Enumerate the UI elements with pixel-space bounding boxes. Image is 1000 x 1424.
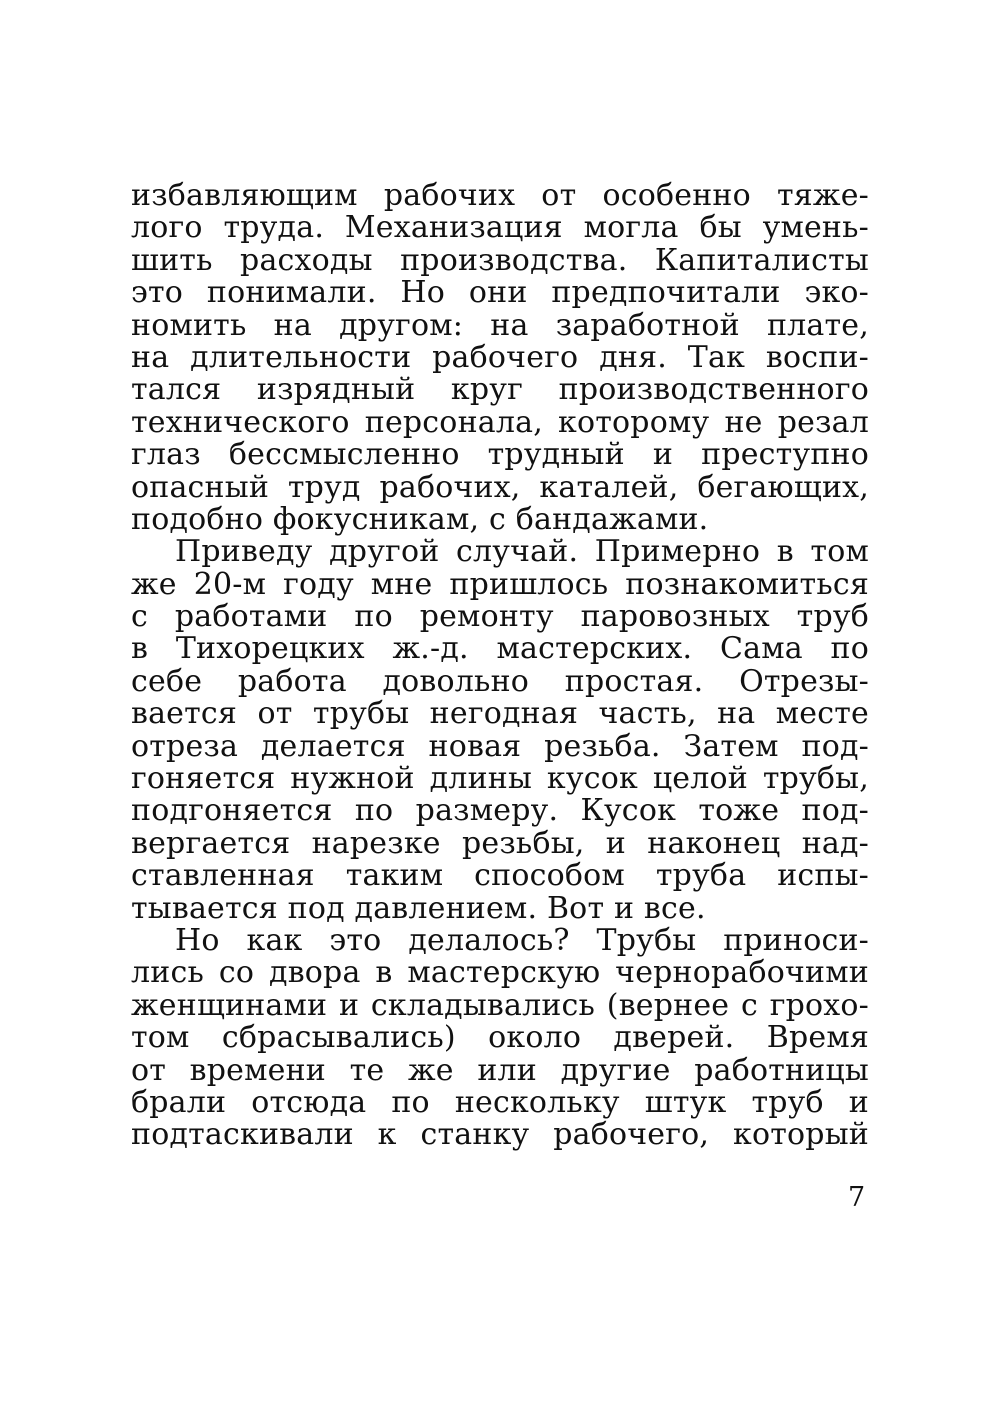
text-line: тывается под давлением. Вот и все. <box>131 890 706 926</box>
text-line: вается от трубы негодная часть, на месте <box>131 696 869 732</box>
text-line: на длительности рабочего дня. Так воспи- <box>131 339 869 375</box>
text-line: лого труда. Механизация могла бы умень- <box>131 210 869 246</box>
text-line: отреза делается новая резьба. Затем под- <box>131 728 869 764</box>
text-line: тался изрядный круг производственного <box>131 372 869 408</box>
text-line: брали отсюда по нескольку штук труб и <box>131 1084 869 1120</box>
paragraph-start-line: Приведу другой случай. Примерно в том <box>175 534 869 570</box>
text-line: подобно фокусникам, с бандажами. <box>131 501 709 537</box>
text-line: вергается нарезке резьбы, и наконец над- <box>131 825 869 861</box>
text-line: опасный труд рабочих, каталей, бегающих, <box>131 469 869 505</box>
text-line: это понимали. Но они предпочитали эко- <box>131 275 869 311</box>
text-line: гоняется нужной длины кусок целой трубы, <box>131 761 869 797</box>
text-line: ставленная таким способом труба испы- <box>131 858 869 894</box>
text-line: в Тихорецких ж.-д. мастерских. Сама по <box>131 631 869 667</box>
text-line: подтаскивали к станку рабочего, который <box>131 1117 869 1153</box>
text-line: шить расходы производства. Капиталисты <box>131 242 869 278</box>
text-line: технического персонала, которому не резал <box>131 404 869 440</box>
text-line: избавляющим рабочих от особенно тяже- <box>131 178 869 213</box>
text-line: номить на другом: на заработной плате, <box>131 307 869 343</box>
text-line: подгоняется по размеру. Кусок тоже под- <box>131 793 869 829</box>
text-line: с работами по ремонту паровозных труб <box>131 599 869 635</box>
text-line: женщинами и складывались (вернее с грохо- <box>131 987 869 1023</box>
text-line: том сбрасывались) около дверей. Время <box>131 1020 869 1056</box>
text-line: же 20-м году мне пришлось познакомиться <box>131 566 869 602</box>
text-line: глаз бессмысленно трудный и преступно <box>131 437 869 473</box>
paragraph-start-line: Но как это делалось? Трубы приноси- <box>175 922 869 958</box>
body-text <box>131 180 869 1152</box>
text-line: от времени те же или другие работницы <box>131 1052 869 1088</box>
text-line: себе работа довольно простая. Отрезы- <box>131 663 869 699</box>
text-line: лись со двора в мастерскую чернорабочими <box>131 955 869 991</box>
page-number: 7 <box>848 1182 866 1213</box>
